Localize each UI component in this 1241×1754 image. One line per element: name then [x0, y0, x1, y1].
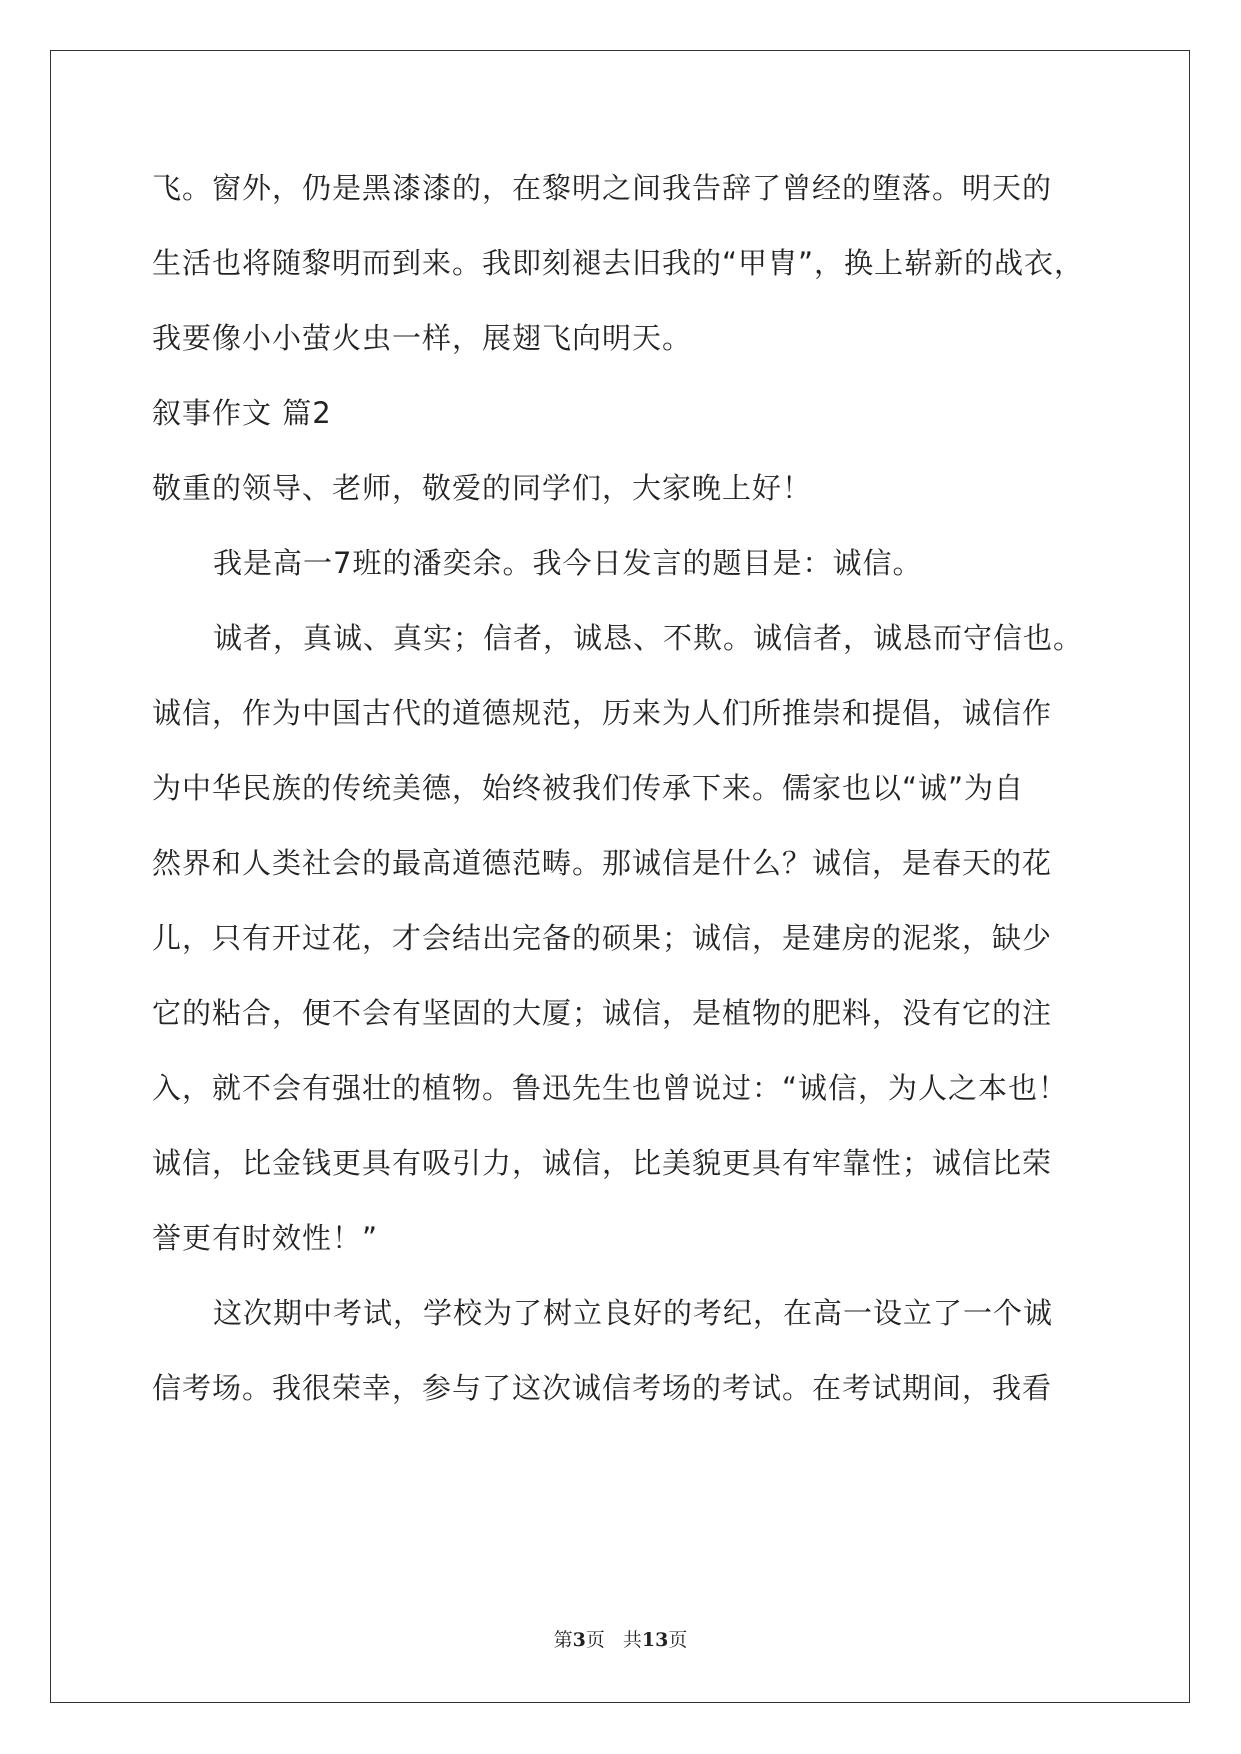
text-line: 飞。窗外，仍是黑漆漆的，在黎明之间我告辞了曾经的堕落。明天的: [152, 171, 1053, 205]
text-line: 诚信，比金钱更具有吸引力，诚信，比美貌更具有牢靠性；诚信比荣: [152, 1146, 1053, 1180]
total-suffix: 页: [668, 1629, 688, 1651]
text-line: 生活也将随黎明而到来。我即刻褪去旧我的“甲胄”，换上崭新的战衣，: [152, 246, 1085, 280]
text-line: 为中华民族的传统美德，始终被我们传承下来。儒家也以“诚”为自: [152, 771, 1025, 805]
paragraph-start: 我是高一7班的潘奕余。我今日发言的题目是：诚信。: [213, 546, 923, 580]
page-total: 13: [641, 1629, 669, 1651]
total-prefix: 共: [622, 1629, 642, 1651]
paragraph-start: 这次期中考试，学校为了树立良好的考纪，在高一设立了一个诚: [213, 1296, 1054, 1330]
page-number: 3: [572, 1629, 586, 1651]
text-line: 我要像小小萤火虫一样，展翅飞向明天。: [152, 321, 693, 355]
text-line: 诚信，作为中国古代的道德规范，历来为人们所推崇和提倡，诚信作: [152, 696, 1053, 730]
paragraph-start: 诚者，真诚、真实；信者，诚恳、不欺。诚信者，诚恳而守信也。: [213, 621, 1084, 655]
page-footer: [0, 1628, 1241, 1652]
section-heading: 叙事作文 篇2: [152, 396, 332, 430]
text-line: 然界和人类社会的最高道德范畴。那诚信是什么？诚信，是春天的花: [152, 846, 1053, 880]
salutation: 敬重的领导、老师，敬爱的同学们，大家晚上好！: [152, 471, 813, 505]
text-line: 它的粘合，便不会有坚固的大厦；诚信，是植物的肥料，没有它的注: [152, 996, 1053, 1030]
text-line: 儿，只有开过花，才会结出完备的硕果；诚信，是建房的泥浆，缺少: [152, 921, 1053, 955]
text-line: 入，就不会有强壮的植物。鲁迅先生也曾说过：“诚信，为人之本也！: [152, 1071, 1069, 1105]
page-prefix: 第: [553, 1629, 573, 1651]
text-line: 誉更有时效性！”: [152, 1221, 379, 1255]
page-suffix: 页: [585, 1629, 605, 1651]
text-line: 信考场。我很荣幸，参与了这次诚信考场的考试。在考试期间，我看: [152, 1371, 1053, 1405]
